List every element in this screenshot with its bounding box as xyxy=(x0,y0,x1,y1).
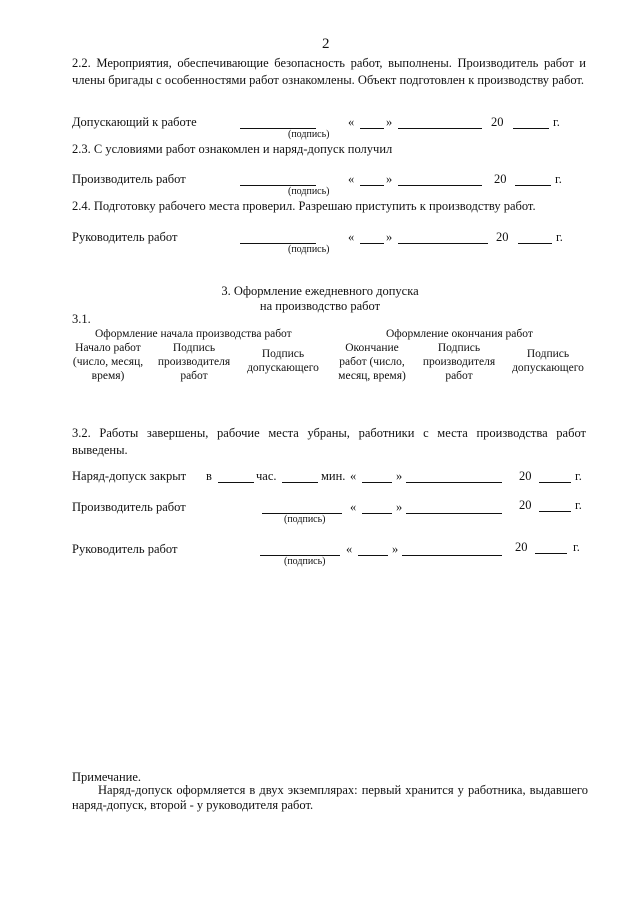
closing-producer-signature-caption: (подпись) xyxy=(284,514,326,525)
closing-producer-day-line[interactable] xyxy=(362,513,392,514)
closed-hour-line[interactable] xyxy=(218,482,254,483)
year-suffix: г. xyxy=(555,172,562,186)
section-2-2-text: 2.2. Мероприятия, обеспечивающие безопасность работ, выполнены. Производитель работ и члены бригады с особенностями работ ознакомлены. Объект подготовлен к производству работ. xyxy=(72,56,586,87)
col-producer-sign-end: Подпись производителя работ xyxy=(422,342,496,382)
permit-closed-label: Наряд-допуск закрыт xyxy=(72,469,187,483)
producer-year-line[interactable] xyxy=(515,185,551,186)
closed-day-line[interactable] xyxy=(362,482,392,483)
minute-label: мин. xyxy=(321,469,346,483)
page-number: 2 xyxy=(322,36,330,52)
quote-open: « xyxy=(348,230,355,244)
closing-manager-label: Руководитель работ xyxy=(72,542,178,556)
note-title: Примечание. xyxy=(72,770,142,784)
section-3-1-label: 3.1. xyxy=(72,312,91,326)
quote-close: » xyxy=(396,500,403,514)
year-prefix: 20 xyxy=(515,540,528,554)
admitter-signature-caption: (подпись) xyxy=(288,129,330,140)
year-prefix: 20 xyxy=(494,172,507,186)
manager-day-line[interactable] xyxy=(360,243,384,244)
year-suffix: г. xyxy=(575,469,582,483)
quote-close: » xyxy=(386,115,393,129)
section-3-title xyxy=(170,284,470,314)
closing-manager-year-line[interactable] xyxy=(535,553,567,554)
closing-producer-month-line[interactable] xyxy=(406,513,502,514)
closing-manager-signature-caption: (подпись) xyxy=(284,556,326,567)
section-3-2-text: 3.2. Работы завершены, рабочие места убраны, работники с места производства работ выведены. xyxy=(72,426,586,457)
quote-open: « xyxy=(350,500,357,514)
quote-close: » xyxy=(396,469,403,483)
manager-month-line[interactable] xyxy=(398,243,488,244)
v-label: в xyxy=(206,469,212,483)
quote-open: « xyxy=(346,542,353,556)
producer-day-line[interactable] xyxy=(360,185,384,186)
manager-year-line[interactable] xyxy=(518,243,552,244)
section-2-3-text: 2.3. С условиями работ ознакомлен и наряд-допуск получил xyxy=(72,142,393,156)
year-prefix: 20 xyxy=(519,469,532,483)
closing-manager-day-line[interactable] xyxy=(358,555,388,556)
year-suffix: г. xyxy=(556,230,563,244)
admitter-label: Допускающий к работе xyxy=(72,115,197,129)
start-header: Оформление начала производства работ xyxy=(95,328,292,340)
end-header: Оформление окончания работ xyxy=(386,328,533,340)
quote-close: » xyxy=(386,172,393,186)
year-suffix: г. xyxy=(553,115,560,129)
year-prefix: 20 xyxy=(496,230,509,244)
manager-signature-caption: (подпись) xyxy=(288,244,330,255)
year-suffix: г. xyxy=(575,498,582,512)
col-admitter-sign-start: Подпись допускающего xyxy=(247,348,319,374)
closing-manager-month-line[interactable] xyxy=(402,555,502,556)
quote-open: « xyxy=(350,469,357,483)
col-start-date: Начало работ (число, месяц, время) xyxy=(72,342,144,382)
year-prefix: 20 xyxy=(491,115,504,129)
section-3-title-line1: 3. Оформление ежедневного допуска xyxy=(221,284,419,298)
producer-month-line[interactable] xyxy=(398,185,482,186)
col-end-date: Окончание работ (число, месяц, время) xyxy=(338,342,406,382)
quote-close: » xyxy=(386,230,393,244)
year-prefix: 20 xyxy=(519,498,532,512)
year-suffix: г. xyxy=(573,540,580,554)
producer-signature-caption: (подпись) xyxy=(288,186,330,197)
admitter-year-line[interactable] xyxy=(513,128,549,129)
col-admitter-sign-end: Подпись допускающего xyxy=(512,348,584,374)
closed-month-line[interactable] xyxy=(406,482,502,483)
section-3-title-line2: на производство работ xyxy=(259,299,381,313)
col-producer-sign-start: Подпись производителя работ xyxy=(157,342,231,382)
manager-label: Руководитель работ xyxy=(72,230,178,244)
admitter-month-line[interactable] xyxy=(398,128,482,129)
admitter-day-line[interactable] xyxy=(360,128,384,129)
quote-open: « xyxy=(348,172,355,186)
producer-label: Производитель работ xyxy=(72,172,186,186)
closed-year-line[interactable] xyxy=(539,482,571,483)
closed-minute-line[interactable] xyxy=(282,482,318,483)
hour-label: час. xyxy=(256,469,277,483)
note-text: Наряд-допуск оформляется в двух экземплярах: первый хранится у работника, выдавшего наряд-допуск, второй - у руководителя работ. xyxy=(72,783,588,812)
quote-open: « xyxy=(348,115,355,129)
closing-producer-year-line[interactable] xyxy=(539,511,571,512)
closing-producer-label: Производитель работ xyxy=(72,500,186,514)
quote-close: » xyxy=(392,542,399,556)
section-2-4-text: 2.4. Подготовку рабочего места проверил. Разрешаю приступить к производству работ. xyxy=(72,199,536,213)
